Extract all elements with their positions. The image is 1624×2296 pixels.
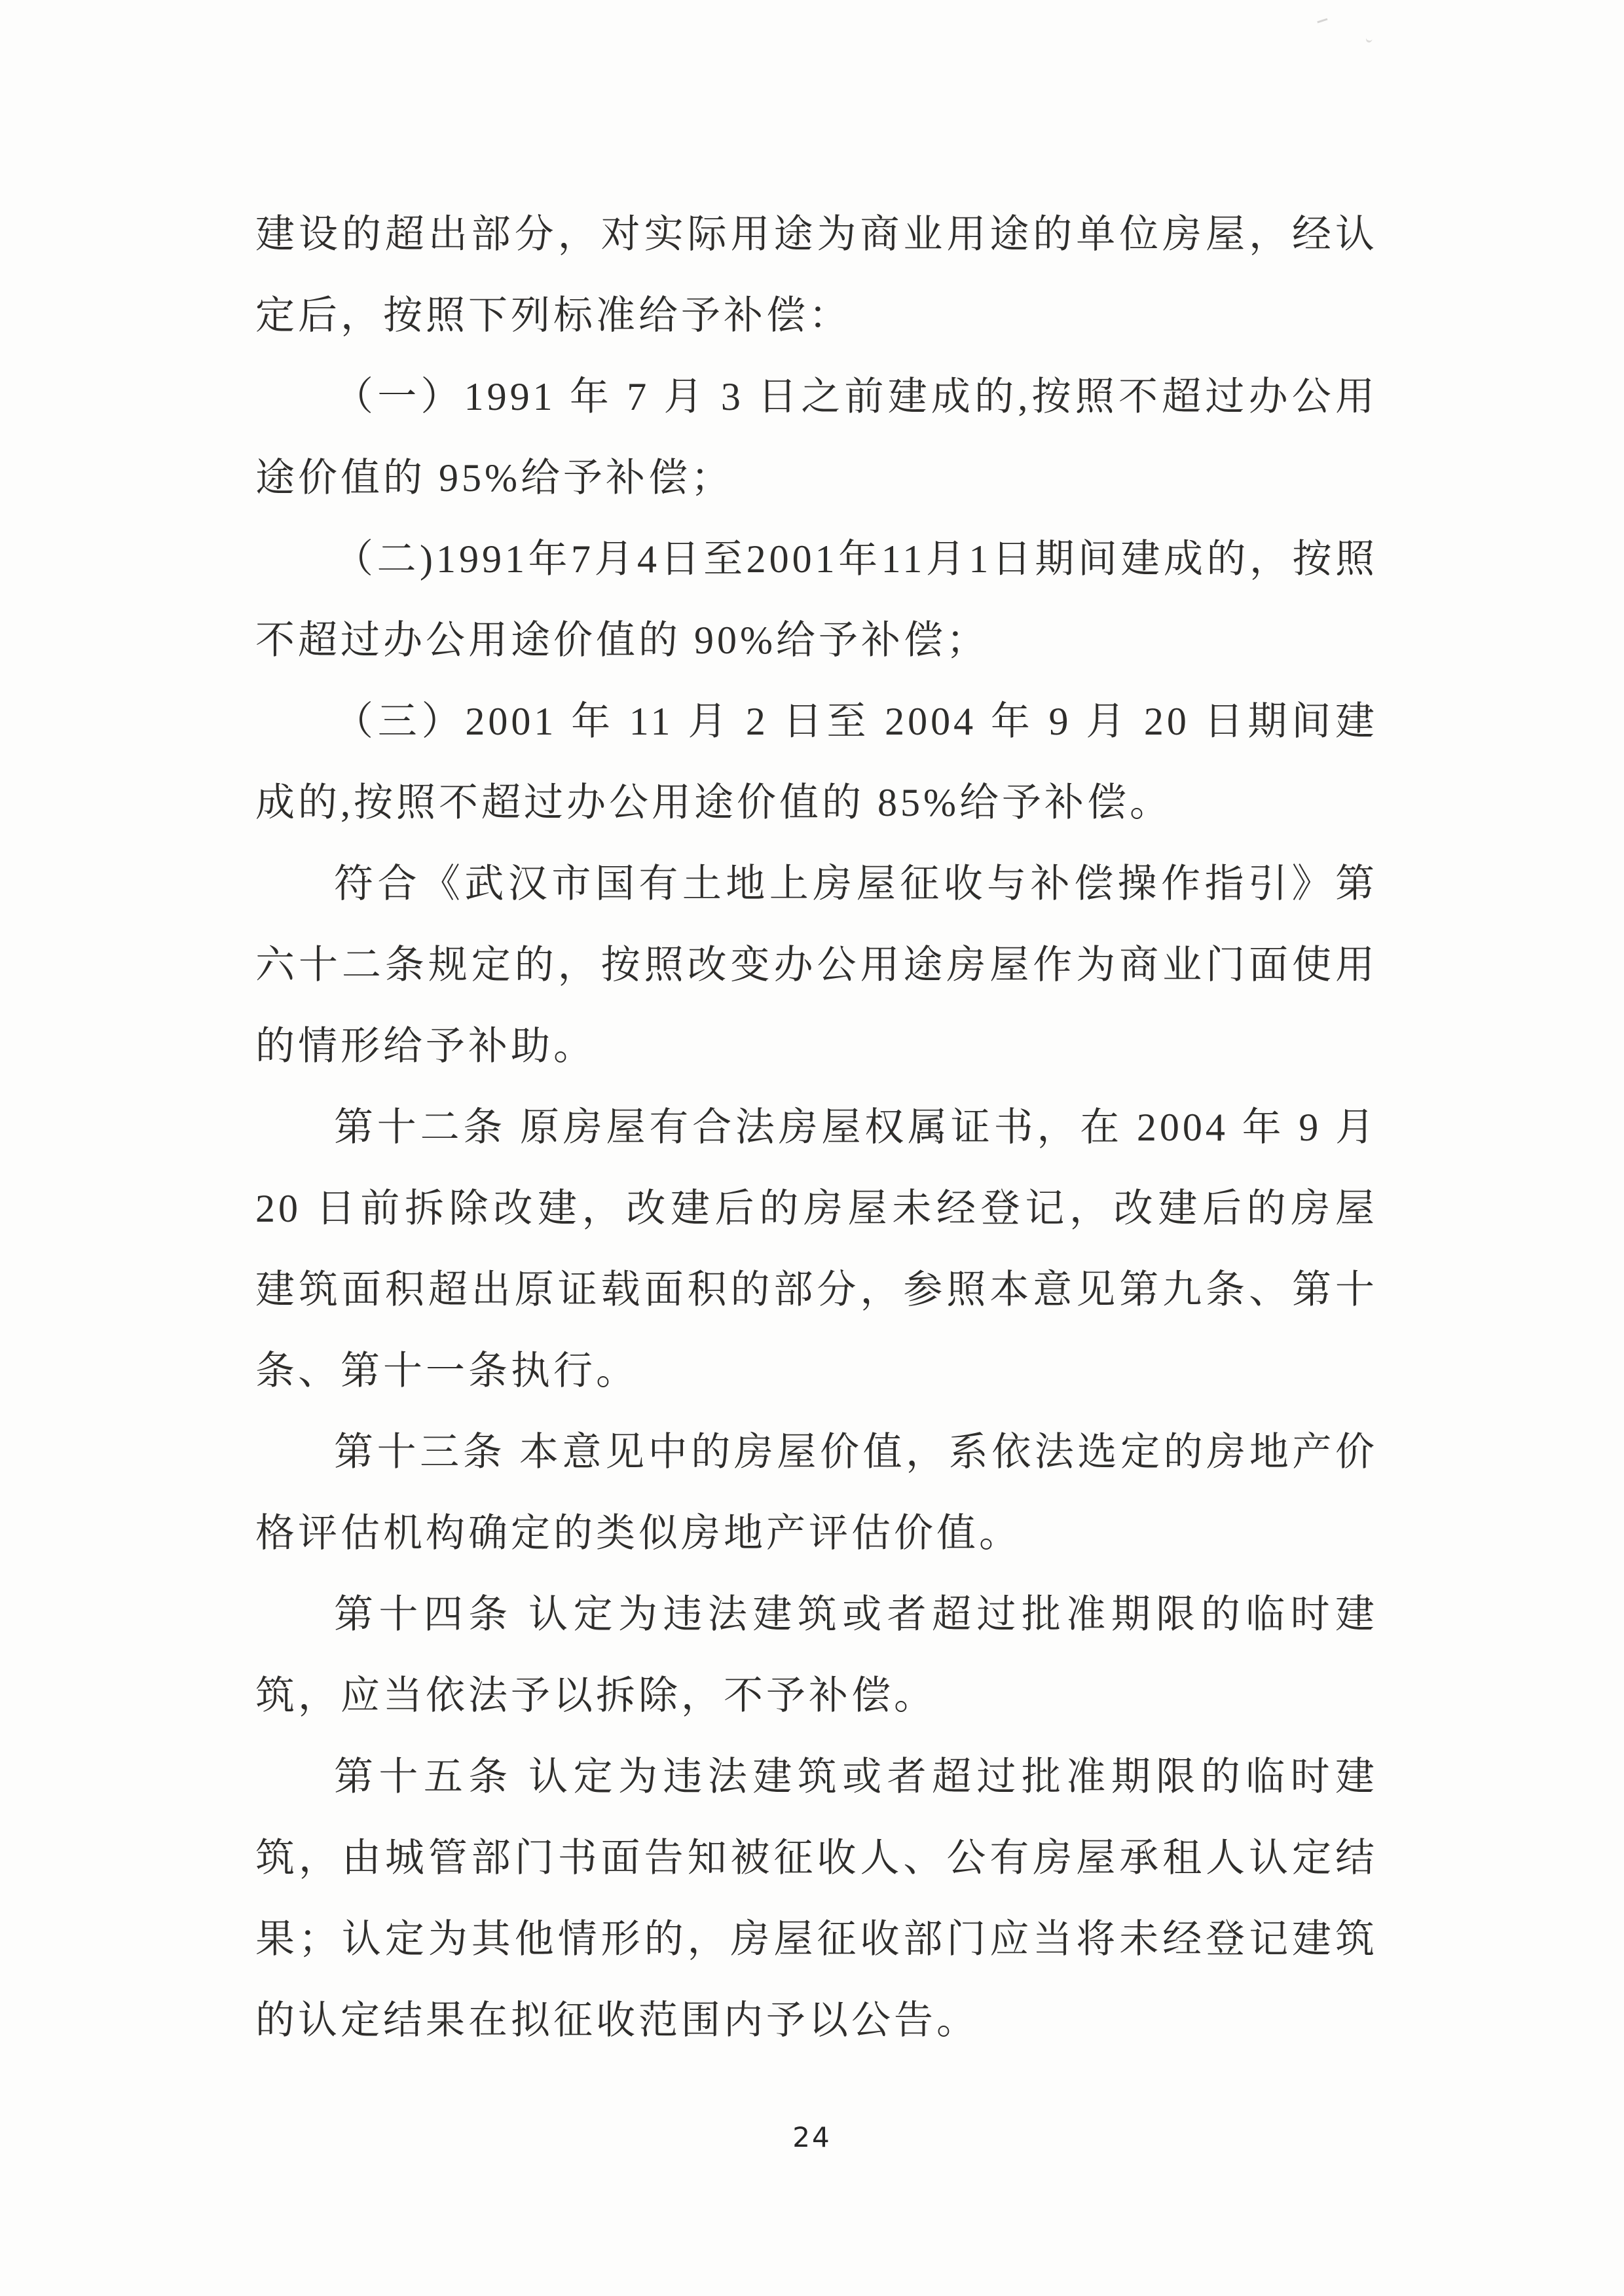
paragraph-subsidy: 符合《武汉市国有土地上房屋征收与补偿操作指引》第六十二条规定的，按照改变办公用途房屋作为商业门面使用的情形给予补助。 (255, 862, 1378, 1068)
paragraph-continuation: 建设的超出部分，对实际用途为商业用途的单位房屋，经认定后，按照下列标准给予补偿： (255, 213, 1378, 337)
paragraph-item-1: （一）1991 年 7 月 3 日之前建成的,按照不超过办公用途价值的 95%给予补偿； (255, 375, 1378, 500)
paragraph-item-2: （二)1991年7月4日至2001年11月1日期间建成的，按照不超过办公用途价值的 90%给予补偿； (255, 538, 1378, 662)
paragraph-article-13: 第十三条 本意见中的房屋价值，系依法选定的房地产价格评估机构确定的类似房地产评估价值。 (255, 1430, 1378, 1555)
scan-artifact (1365, 33, 1373, 43)
scan-artifact (1317, 18, 1328, 26)
page-number: 24 (792, 2121, 832, 2153)
paragraph-article-15: 第十五条 认定为违法建筑或者超过批准期限的临时建筑，由城管部门书面告知被征收人、公有房屋承租人认定结果；认定为其他情形的，房屋征收部门应当将未经登记建筑的认定结果在拟征收范围内予以公告。 (255, 1755, 1378, 2042)
document-body (255, 194, 1378, 2061)
paragraph-article-14: 第十四条 认定为违法建筑或者超过批准期限的临时建筑，应当依法予以拆除，不予补偿。 (255, 1593, 1378, 1717)
paragraph-item-3: （三）2001 年 11 月 2 日至 2004 年 9 月 20 日期间建成的,按照不超过办公用途价值的 85%给予补偿。 (255, 700, 1378, 824)
paragraph-article-12: 第十二条 原房屋有合法房屋权属证书，在 2004 年 9 月 20 日前拆除改建，改建后的房屋未经登记，改建后的房屋建筑面积超出原证载面积的部分，参照本意见第九条、第十条、第十一条执行。 (255, 1106, 1378, 1393)
